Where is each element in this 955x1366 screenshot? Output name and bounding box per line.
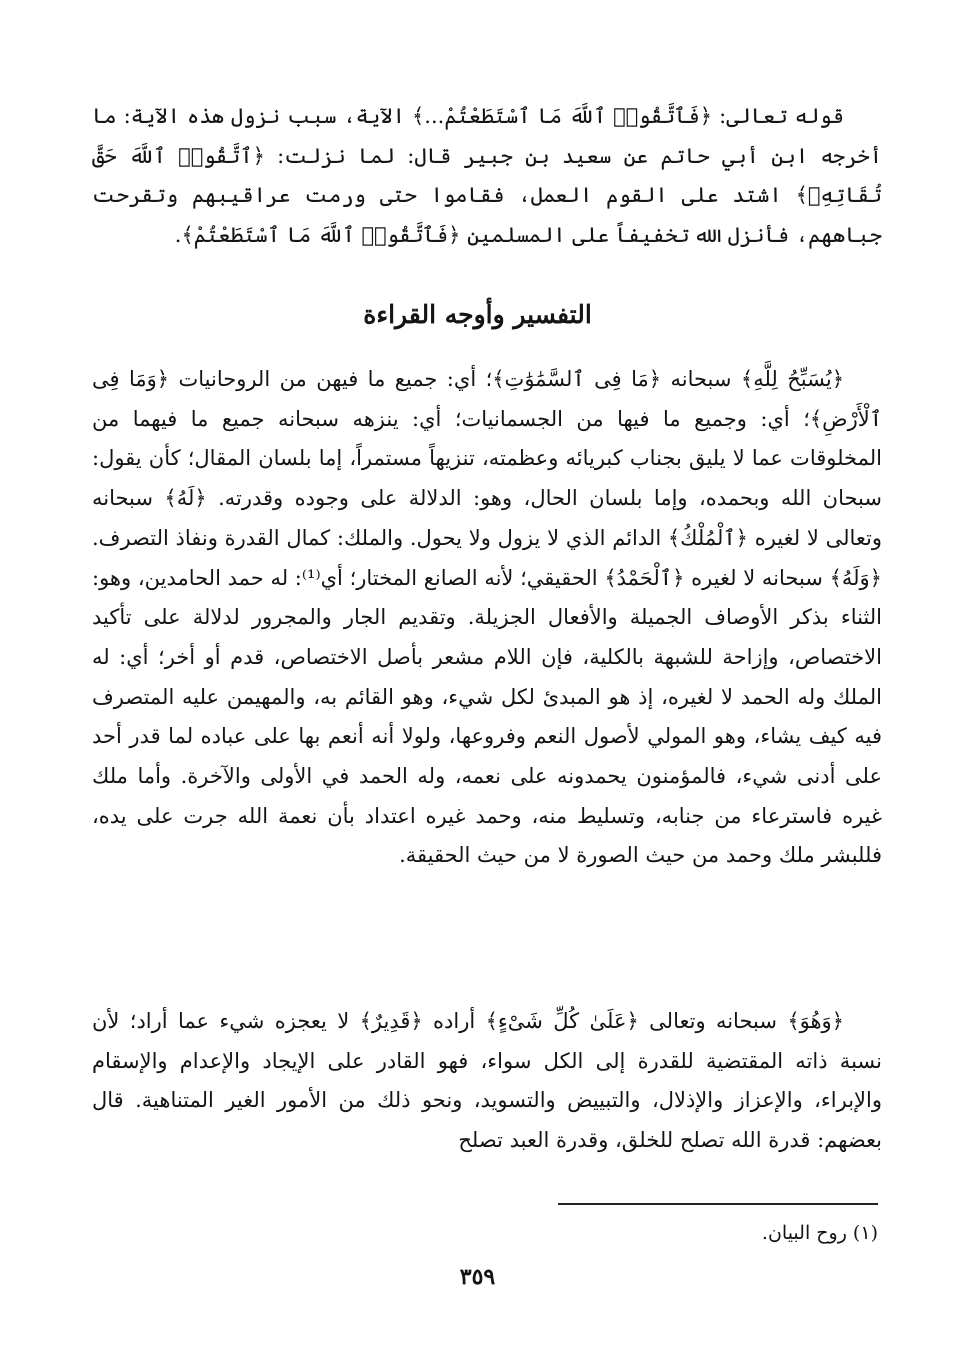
paragraph-tafsir bbox=[92, 360, 882, 876]
paragraph-qudra bbox=[92, 1002, 882, 1161]
paragraph-3-text: ﴿وَهُوَ﴾ سبحانه وتعالى ﴿عَلَىٰ كُلِّ شَىْءٍ﴾ أراده ﴿قَدِيرٌ﴾ لا يعجزه شيء عما أراد؛ لأن نسبة ذاته المقتضية للقدرة إلى الكل سواء، فهو القادر على الإيجاد والإعدام والإسقام والإبراء، والإعزاز والإذلال، والتبييض والتسويد، ونحو ذلك من الأمور الغير المتناهية. قال بعضهم: قدرة الله تصلح للخلق، وقدرة العبد تصلح bbox=[92, 1009, 882, 1153]
paragraph-2-text: ﴿يُسَبِّحُ لِلَّهِ﴾ سبحانه ﴿مَا فِى ٱلسَّمَٰوَٰتِ﴾؛ أي: جميع ما فيهن من الروحانيات ﴿وَمَا فِى ٱلْأَرْضِ﴾؛ أي: وجميع ما فيها من الجسمانيات؛ أي: ينزهه سبحانه جميع ما فيهما من المخلوقات عما لا يليق بجناب كبريائه وعظمته، تنزيهاً مستمراً، إما بلسان المقال؛ كأن يقول: سبحان الله وبحمده، وإما بلسان الحال، وهو: الدلالة على وجوده وقدرته. ﴿لَهُ﴾ سبحانه وتعالى لا لغيره ﴿ٱلْمُلْكُ﴾ الدائم الذي لا يزول ولا يحول. والملك: كمال القدرة ونفاذ التصرف. ﴿وَلَهُ﴾ سبحانه لا لغيره ﴿ٱلْحَمْدُ﴾ الحقيقي؛ لأنه الصانع المختار؛ أي⁽¹⁾: له حمد الحامدين، وهو: الثناء بذكر الأوصاف الجميلة والأفعال الجزيلة. وتقديم الجار والمجرور لدلالة على تأكيد الاختصاص، وإزاحة للشبهة بالكلية، فإن اللام مشعر بأصل الاختصاص، قدم أو أخر؛ أي: له الملك وله الحمد لا لغيره، إذ هو المبدئ لكل شيء، وهو القائم به، والمهيمن عليه المتصرف فيه كيف يشاء، وهو المولي لأصول النعم وفروعها، ولولا أنه أنعم بها على عباده لما قدر أحد على أدنى شيء، فالمؤمنون يحمدونه على نعمه، وله الحمد في الأولى والآخرة. وأما ملك غيره فاسترعاء من جنابه، وتسليط منه، وحمد غيره اعتداد بأن نعمة الله جرت على يده، فللبشر ملك وحمد من حيث الصورة لا من حيث الحقيقة. bbox=[92, 367, 882, 868]
footnote-divider bbox=[558, 1203, 878, 1205]
section-heading: التفسير وأوجه القراءة bbox=[363, 300, 592, 329]
page-number: ٣٥٩ bbox=[459, 1264, 496, 1290]
footnote: (١) روح البيان. bbox=[761, 1222, 878, 1244]
paragraph-1-text: قوله تعالى: ﴿فَٱتَّقُوا۟ ٱللَّهَ مَا ٱسْتَطَعْتُمْ...﴾ الآية، سبب نزول هذه الآية: ما أخرجه ابن أبي حاتم عن سعيد بن جبير قال: لما نزلت: ﴿ٱتَّقُوا۟ ٱللَّهَ حَقَّ تُقَاتِهِۦ﴾ اشتد على القوم العمل، فقاموا حتى ورمت عراقيبهم وتقرحت جباههم، فأنزل الله تخفيفاً على المسلمين ﴿فَٱتَّقُوا۟ ٱللَّهَ مَا ٱسْتَطَعْتُمْ﴾. bbox=[92, 104, 883, 248]
paragraph-revelation-cause bbox=[92, 97, 882, 256]
